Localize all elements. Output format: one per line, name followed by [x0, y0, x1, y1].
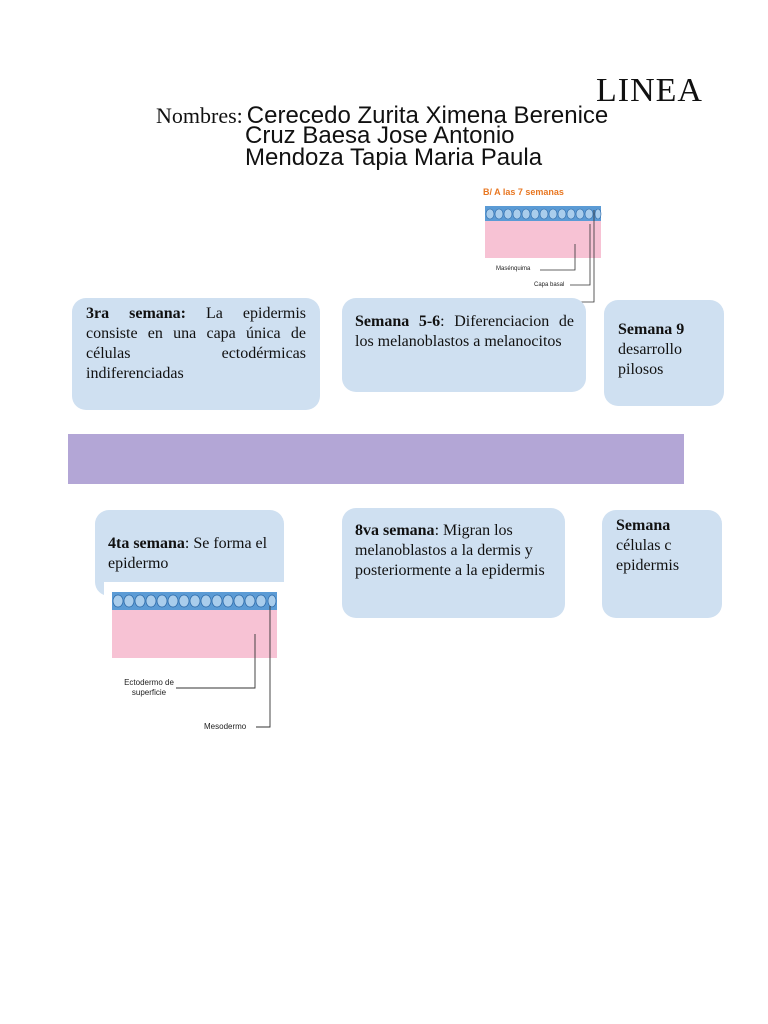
student-name-3: Mendoza Tapia Maria Paula — [245, 144, 543, 171]
figure-7-weeks — [480, 184, 606, 308]
card-week-3-body: La epidermis consiste en una capa única de células ectodérmicas indiferenciadas — [86, 305, 306, 382]
card-week-8-text — [355, 521, 553, 581]
figure-week-4 — [104, 582, 284, 732]
label-mesodermo: Mesodermo — [204, 722, 247, 731]
label-ectodermo: Ectodermo de superficie — [124, 678, 174, 697]
names-label: Nombres: — [156, 103, 243, 128]
figure-caption: B/ A las 7 semanas — [483, 187, 564, 197]
card-week-later — [602, 510, 722, 618]
timeline-band — [68, 434, 684, 484]
student-name-2: Cruz Baesa Jose Antonio — [245, 122, 515, 149]
page-title: LINEA — [596, 72, 703, 109]
card-week-3-text — [86, 304, 306, 384]
card-week-later-text — [616, 516, 680, 576]
card-week-9 — [604, 300, 724, 406]
card-week-9-text — [618, 320, 714, 380]
card-week-9-heading: Semana 9 — [618, 321, 685, 338]
label-masenquima: Masénquima — [496, 266, 531, 272]
epidermis-diagram-week-4 — [104, 582, 284, 732]
card-week-4-text — [108, 534, 272, 574]
card-week-later-heading: Semana — [616, 517, 671, 534]
card-week-4-heading: 4ta semana — [108, 535, 185, 552]
card-week-later-body: células c epidermis — [616, 537, 680, 574]
card-week-5-6-heading: Semana 5-6 — [355, 313, 441, 330]
card-week-5-6-text — [355, 312, 574, 352]
card-week-4-body: : Se forma el epidermo — [108, 535, 268, 572]
label-capa-basal: Capa basal — [534, 282, 565, 288]
card-week-8-heading: 8va semana — [355, 522, 435, 539]
card-week-8-body: : Migran los melanoblastos a la dermis y posteriormente a la epidermis — [355, 522, 545, 579]
card-week-3 — [72, 298, 320, 410]
card-week-5-6-body: : Diferenciacion de los melanoblastos a melanocitos — [355, 313, 574, 350]
epidermis-diagram-7-weeks — [480, 184, 606, 308]
card-week-9-body: desarrollo pilosos — [618, 341, 682, 378]
card-week-5-6 — [342, 298, 586, 392]
card-week-3-heading: 3ra semana: — [86, 305, 186, 322]
student-name-1: Cerecedo Zurita Ximena Berenice — [246, 102, 609, 129]
card-week-8 — [342, 508, 565, 618]
